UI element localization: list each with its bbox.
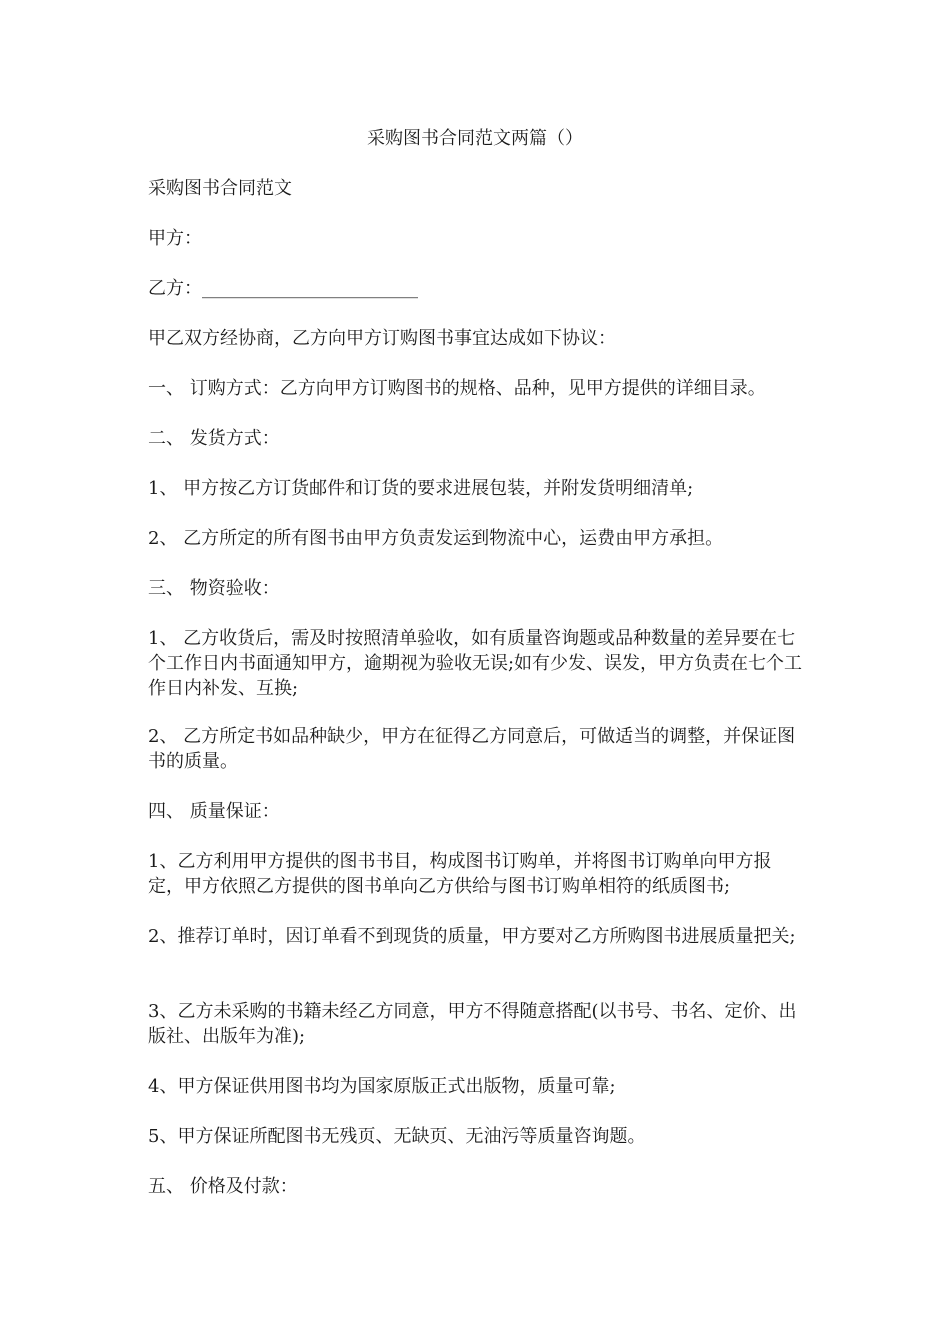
section-1-ordering: 一、 订购方式：乙方向甲方订购图书的规格、品种，见甲方提供的详细目录。 xyxy=(148,378,766,399)
section-2-heading: 二、 发货方式： xyxy=(148,428,280,449)
intro-paragraph: 甲乙双方经协商，乙方向甲方订购图书事宜达成如下协议： xyxy=(148,328,616,349)
section-2-item-2: 2、 乙方所定的所有图书由甲方负责发运到物流中心，运费由甲方承担。 xyxy=(148,528,724,549)
section-3-item-2: 2、 乙方所定书如品种缺少，甲方在征得乙方同意后，可做适当的调整，并保证图书的质量。 xyxy=(148,726,796,772)
section-3-item-1: 1、 乙方收货后，需及时按照清单验收，如有质量咨询题或品种数量的差异要在七个工作日内书面通知甲方，逾期视为验收无误;如有少发、误发，甲方负责在七个工作日内补发、互换; xyxy=(148,628,803,699)
section-4-item-5: 5、甲方保证所配图书无残页、无缺页、无油污等质量咨询题。 xyxy=(148,1126,646,1147)
party-b-line: 乙方：________________________ xyxy=(148,278,418,299)
section-4-item-4: 4、甲方保证供用图书均为国家原版正式出版物，质量可靠; xyxy=(148,1076,616,1097)
section-5-heading: 五、 价格及付款： xyxy=(148,1176,298,1197)
document-subtitle: 采购图书合同范文 xyxy=(148,178,292,199)
party-a-line: 甲方： xyxy=(148,228,202,249)
section-4-item-2: 2、推荐订单时，因订单看不到现货的质量，甲方要对乙方所购图书进展质量把关; xyxy=(148,926,796,947)
section-3-heading: 三、 物资验收： xyxy=(148,578,280,599)
section-4-heading: 四、 质量保证： xyxy=(148,801,280,822)
document-title: 采购图书合同范文两篇（） xyxy=(367,128,583,149)
section-4-item-1: 1、乙方利用甲方提供的图书书目，构成图书订购单，并将图书订购单向甲方报定，甲方依照乙方提供的图书单向乙方供给与图书订购单相符的纸质图书; xyxy=(148,851,772,897)
section-2-item-1: 1、 甲方按乙方订货邮件和订货的要求进展包装，并附发货明细清单; xyxy=(148,478,694,499)
section-4-item-3: 3、乙方未采购的书籍未经乙方同意，甲方不得随意搭配(以书号、书名、定价、出版社、出版年为准); xyxy=(148,1001,797,1047)
